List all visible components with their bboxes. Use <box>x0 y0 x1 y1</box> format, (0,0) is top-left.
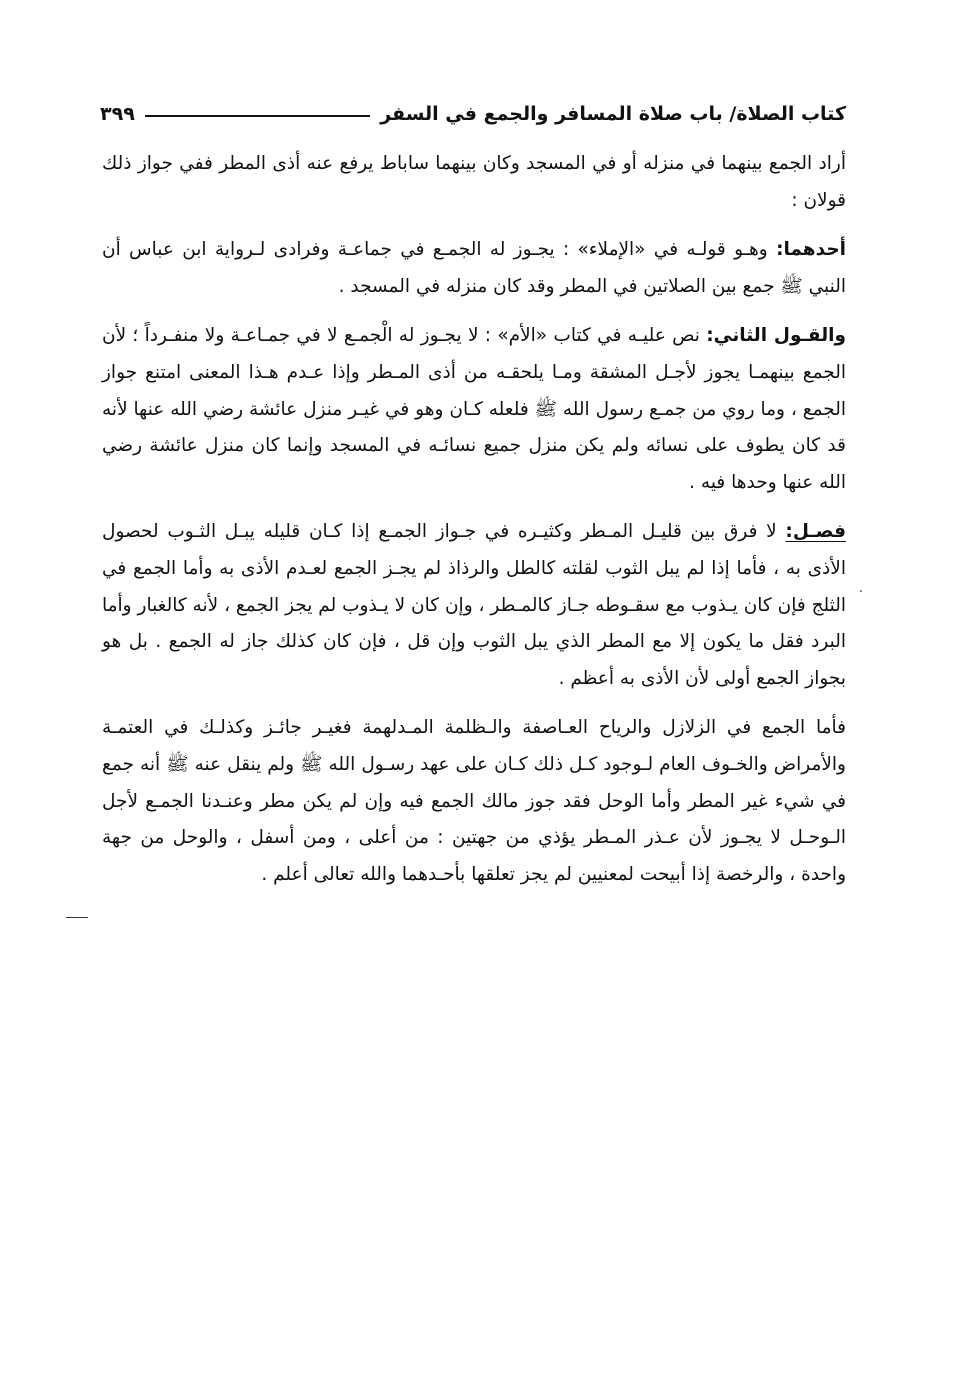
chapter-title: كتاب الصلاة/ باب صلاة المسافر والجمع في السفر <box>380 103 846 125</box>
paragraph-text: فأما الجمع في الزلازل والرياح العـاصفة والـظلمة المـدلهمة فغيـر جائـز وكذلـك في العتمـة والأمراض والخـوف العام لـوجود كـل ذلك كـان على عهد رسـول الله ﷺ ولم ينقل عنه ﷺ أنه جمع في شيء غير المطر وأما الوحل فقد جوز مالك الجمع فيه وإن لم يكن مطر وعنـدنا الجمـع لأجل الـوحـل لا يجـوز لأن عـذر المـطر يؤذي من جهتين : من أعلى ، ومن أسفل ، والوحل من جهة واحدة ، والرخصة إذا أبيحت لمعنيين لم يجز تعلقها بأحـدهما والله تعالى أعلم . <box>102 717 846 885</box>
paragraph-text: لا فرق بين قليـل المـطر وكثيـره في جـواز الجمـع إذا كـان قليله يبـل الثـوب لحصول الأذى به ، فأما إذا لم يبل الثوب لقلته كالطل والرذاذ لم يجـز الجمع لعـدم الأذى به وأما الجمع في الثلج فإن كان يـذوب مع سقـوطه جـاز كالمـطر ، وإن كان لا يـذوب لم يجز الجمع ، لأنه كالغبار وأما البرد فقل ما يكون إلا مع المطر الذي يبل الثوب وإن قل ، فإن كان كذلك جاز له الجمع . بل هو بجواز الجمع أولى لأن الأذى به أعظم . <box>102 521 846 689</box>
paragraph-lead: والقـول الثاني: <box>706 325 846 347</box>
main-text <box>102 146 846 906</box>
section-heading: فصـل: <box>785 521 846 543</box>
paragraph-text: نص عليـه في كتاب «الأم» : لا يجـوز له الْجمـع لا في جمـاعـة ولا منفـرداً ؛ لأن الجمع بينهمـا يجوز لأجـل المشقة ومـا يلحقـه من أذى المـطر وإذا عـدم هـذا المعنى امتنع جواز الجمع ، وما روي من جمـع رسول الله ﷺ فلعله كـان وهو في غيـر منزل عائشة رضي الله عنها لأنه قد كان يطوف على نسائه ولم يكن منزل جميع نسائـه في المسجد وإنما كان منزل عائشة رضي الله عنها وحدها فيه . <box>102 325 846 493</box>
margin-mark <box>66 917 88 918</box>
scan-speck <box>860 590 862 592</box>
paragraph-section <box>102 514 846 697</box>
paragraph-closing <box>102 710 846 893</box>
paragraph-text: أراد الجمع بينهما في منزله أو في المسجد وكان بينهما ساباط يرفع عنه أذى المطر ففي جواز ذلك قولان : <box>102 153 846 211</box>
paragraph-intro <box>102 146 846 219</box>
header-rule <box>145 115 370 117</box>
running-header <box>100 96 846 132</box>
page-number: ٣٩٩ <box>100 103 135 125</box>
paragraph-second-opinion <box>102 318 846 501</box>
paragraph-lead: أحدهما: <box>776 239 846 261</box>
paragraph-text: وهـو قولـه في «الإملاء» : يجـوز له الجمـع في جماعـة وفرادى لـرواية ابن عباس أن النبي ﷺ جمع بين الصلاتين في المطر وقد كان منزله في المسجد . <box>102 239 846 297</box>
paragraph-first-opinion <box>102 232 846 305</box>
